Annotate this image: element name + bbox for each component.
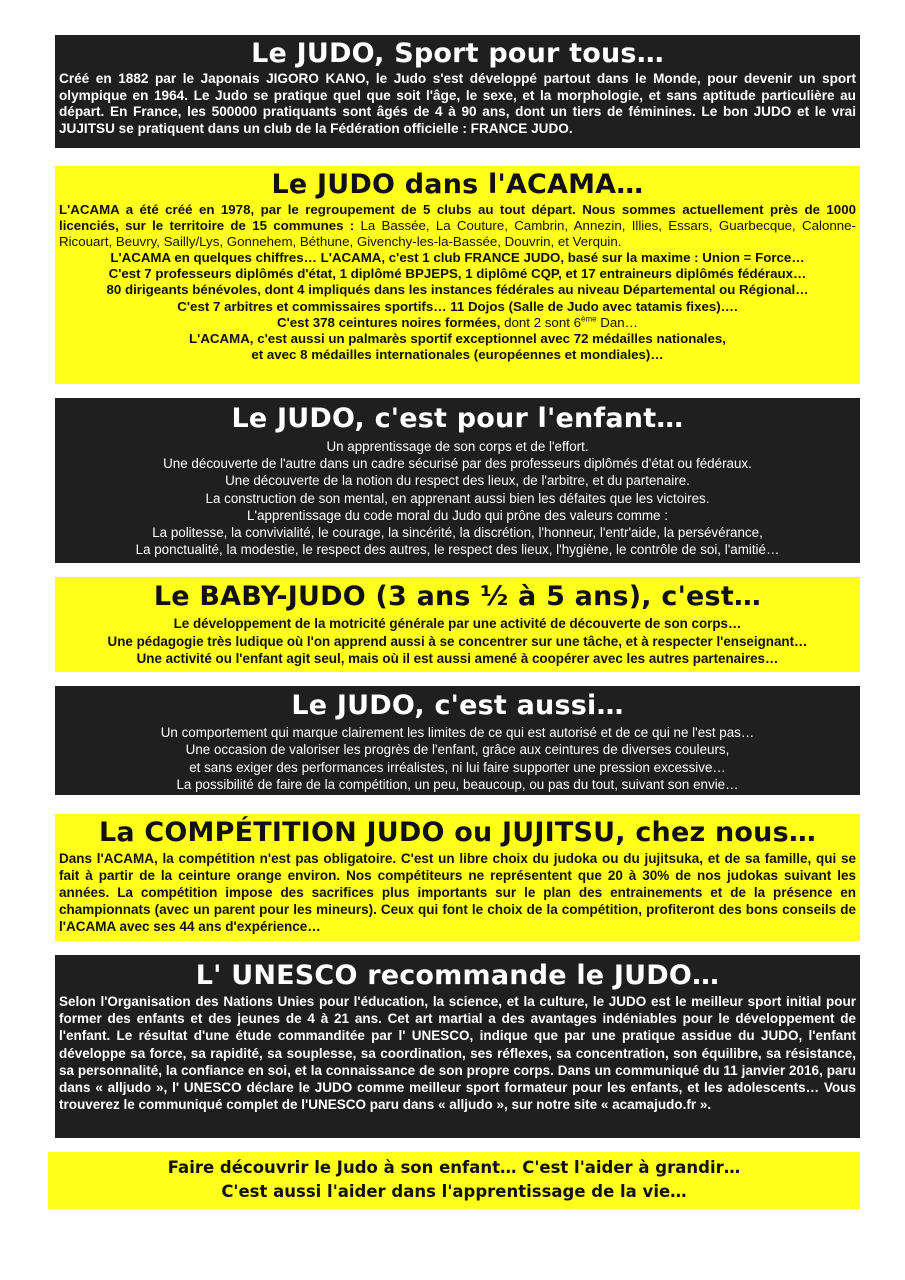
aussi-line: et sans exiger des performances irréalistes, ni lui faire supporter une pression excessive…	[189, 759, 726, 775]
acama-belts-sup: ème	[581, 314, 597, 324]
acama-palmares: et avec 8 médailles internationales (européennes et mondiales)…	[251, 347, 664, 363]
footer-banner	[48, 1152, 860, 1209]
section-text: Selon l'Organisation des Nations Unies pour l'éducation, la science, et la culture, le JUDO est le meilleur sport initial pour former des enfants et des jeunes de 4 à 21 ans. Cet art martial a des avantages indéniables pour le développement de l'enfant. Le résultat d'une étude commanditée par l' UNESCO, indique que par une pratique assidue du JUDO, l'enfant développe sa force, sa rapidité, sa souplesse, sa coordination, ses réflexes, sa concentration, son équilibre, sa résistance, sa personnalité, la confiance en soi, et la connaissance de son propre corps. Dans un communiqué du 11 janvier 2016, paru dans « alljudo », l' UNESCO déclare le JUDO comme meilleur sport formateur pour les enfants, et les adolescents… Vous trouverez le communiqué complet de l'UNESCO paru dans « alljudo », sur notre site « acamajudo.fr ».	[59, 994, 856, 1113]
section-title: Le JUDO, c'est pour l'enfant…	[231, 403, 684, 434]
section-unesco	[55, 955, 860, 1138]
acama-line: C'est 7 professeurs diplômés d'état, 1 diplômé BPJEPS, 1 diplômé CQP, et 17 entraineurs diplômés fédéraux…	[108, 266, 807, 282]
aussi-line: Une occasion de valoriser les progrès de l'enfant, grâce aux ceintures de diverses couleurs,	[185, 742, 730, 758]
section-baby-judo	[55, 577, 860, 672]
acama-figures	[59, 250, 856, 363]
section-title: Le JUDO, Sport pour tous…	[251, 38, 664, 69]
section-title: L' UNESCO recommande le JUDO…	[195, 960, 720, 991]
enfant-line: L'apprentissage du code moral du Judo qui prône des valeurs comme :	[247, 507, 668, 523]
enfant-line: Une découverte de la notion du respect des lieux, de l'arbitre, et du partenaire.	[225, 473, 690, 489]
section-text: Créé en 1882 par le Japonais JIGORO KANO, le Judo s'est développé partout dans le Monde, pour devenir un sport olympique en 1964. Le Judo se pratique quel que soit l'âge, le sexe, et la morphologie, et sans aptitude particulière au départ. En France, les 500000 pratiquants sont âgés de 4 à 90 ans, dont un tiers de féminines. Le bon JUDO et le vrai JUJITSU se pratiquent dans un club de la Fédération officielle : FRANCE JUDO.	[59, 71, 856, 136]
section-sport-pour-tous	[55, 35, 860, 148]
footer-line-1: Faire découvrir le Judo à son enfant… C'est l'aider à grandir…	[167, 1158, 741, 1177]
enfant-line: La construction de son mental, en apprenant aussi bien les défaites que les victoires.	[205, 490, 710, 506]
section-title: Le JUDO dans l'ACAMA…	[271, 169, 644, 200]
acama-line: C'est 7 arbitres et commissaires sportifs… 11 Dojos (Salle de Judo avec tatamis fixes)….	[177, 298, 738, 314]
acama-line: 80 dirigeants bénévoles, dont 4 impliqués dans les instances fédérales au niveau Départemental ou Régional…	[106, 282, 809, 298]
acama-belts-plain: dont 2 sont 6	[500, 314, 582, 330]
acama-intro	[59, 202, 856, 250]
acama-belts-end: Dan…	[596, 314, 638, 330]
acama-belts-bold: C'est 378 ceintures noires formées,	[277, 314, 501, 330]
section-text: Dans l'ACAMA, la compétition n'est pas obligatoire. C'est un libre choix du judoka ou du jujitsuka, et de sa famille, qui se fait à partir de la ceinture orange environ. Nos compétiteurs ne représentent que 20 à 30% de nos judokas suivant les années. La compétition impose des sacrifices plus importants sur le plan des entrainements et de la présence en championnats (avec un parent pour les mineurs). Ceux qui font le choix de la compétition, profiteront des bons conseils de l'ACAMA avec ses 44 ans d'expérience…	[59, 851, 856, 934]
baby-line: Une activité ou l'enfant agit seul, mais où il est aussi amené à coopérer avec les autres partenaires…	[136, 651, 779, 666]
section-title: La COMPÉTITION JUDO ou JUJITSU, chez nous…	[98, 817, 817, 848]
section-pour-enfant	[55, 398, 860, 563]
acama-intro-communes: La Bassée, La Couture, Cambrin, Annezin, Illies, Essars, Guarbecque, Calonne-Ricouart, Beuvry, Sailly/Lys, Gonnehem, Béthune, Givenchy-les-la-Bassée, Douvrin, et Verquin.	[59, 218, 856, 249]
baby-line: Le développement de la motricité générale par une activité de découverte de son corps…	[173, 616, 742, 631]
section-aussi	[55, 686, 860, 795]
footer-text	[48, 1152, 860, 1204]
section-title: Le BABY-JUDO (3 ans ½ à 5 ans), c'est…	[153, 581, 762, 612]
enfant-line: La politesse, la convivialité, le courage, la sincérité, la discrétion, l'honneur, l'entr'aide, la persévérance,	[152, 525, 763, 541]
enfant-line: Un apprentissage de son corps et de l'effort.	[326, 439, 589, 454]
acama-palmares: L'ACAMA, c'est aussi un palmarès sportif exceptionnel avec 72 médailles nationales,	[189, 331, 726, 347]
section-acama	[55, 166, 860, 384]
footer-line-2: C'est aussi l'aider dans l'apprentissage de la vie…	[221, 1182, 687, 1201]
acama-line: L'ACAMA en quelques chiffres… L'ACAMA, c'est 1 club FRANCE JUDO, basé sur la maxime : Union = Force…	[110, 250, 805, 265]
enfant-list	[59, 438, 856, 558]
baby-line: Une pédagogie très ludique où l'on apprend aussi à se concentrer sur une tâche, et à respecter l'enseignant…	[107, 633, 808, 649]
aussi-line: Un comportement qui marque clairement les limites de ce qui est autorisé et de ce qui ne l'est pas…	[160, 725, 755, 740]
acama-belts	[59, 315, 856, 331]
enfant-line: Une découverte de l'autre dans un cadre sécurisé par des professeurs diplômés d'état ou fédéraux.	[163, 456, 752, 472]
enfant-line: La ponctualité, la modestie, le respect des autres, le respect des lieux, l'hygiène, le contrôle de soi, l'amitié…	[135, 542, 780, 558]
aussi-list	[59, 724, 856, 793]
aussi-line: La possibilité de faire de la compétition, un peu, beaucoup, ou pas du tout, suivant son envie…	[176, 776, 739, 792]
acama-intro-bold: L'ACAMA a été créé en 1978, par le regroupement de 5 clubs au tout départ. Nous sommes actuellement près de 1000 licenciés, sur le territoire de 15 communes :	[59, 202, 856, 233]
section-competition	[55, 814, 860, 941]
baby-list	[59, 615, 856, 668]
section-title: Le JUDO, c'est aussi…	[291, 690, 624, 721]
